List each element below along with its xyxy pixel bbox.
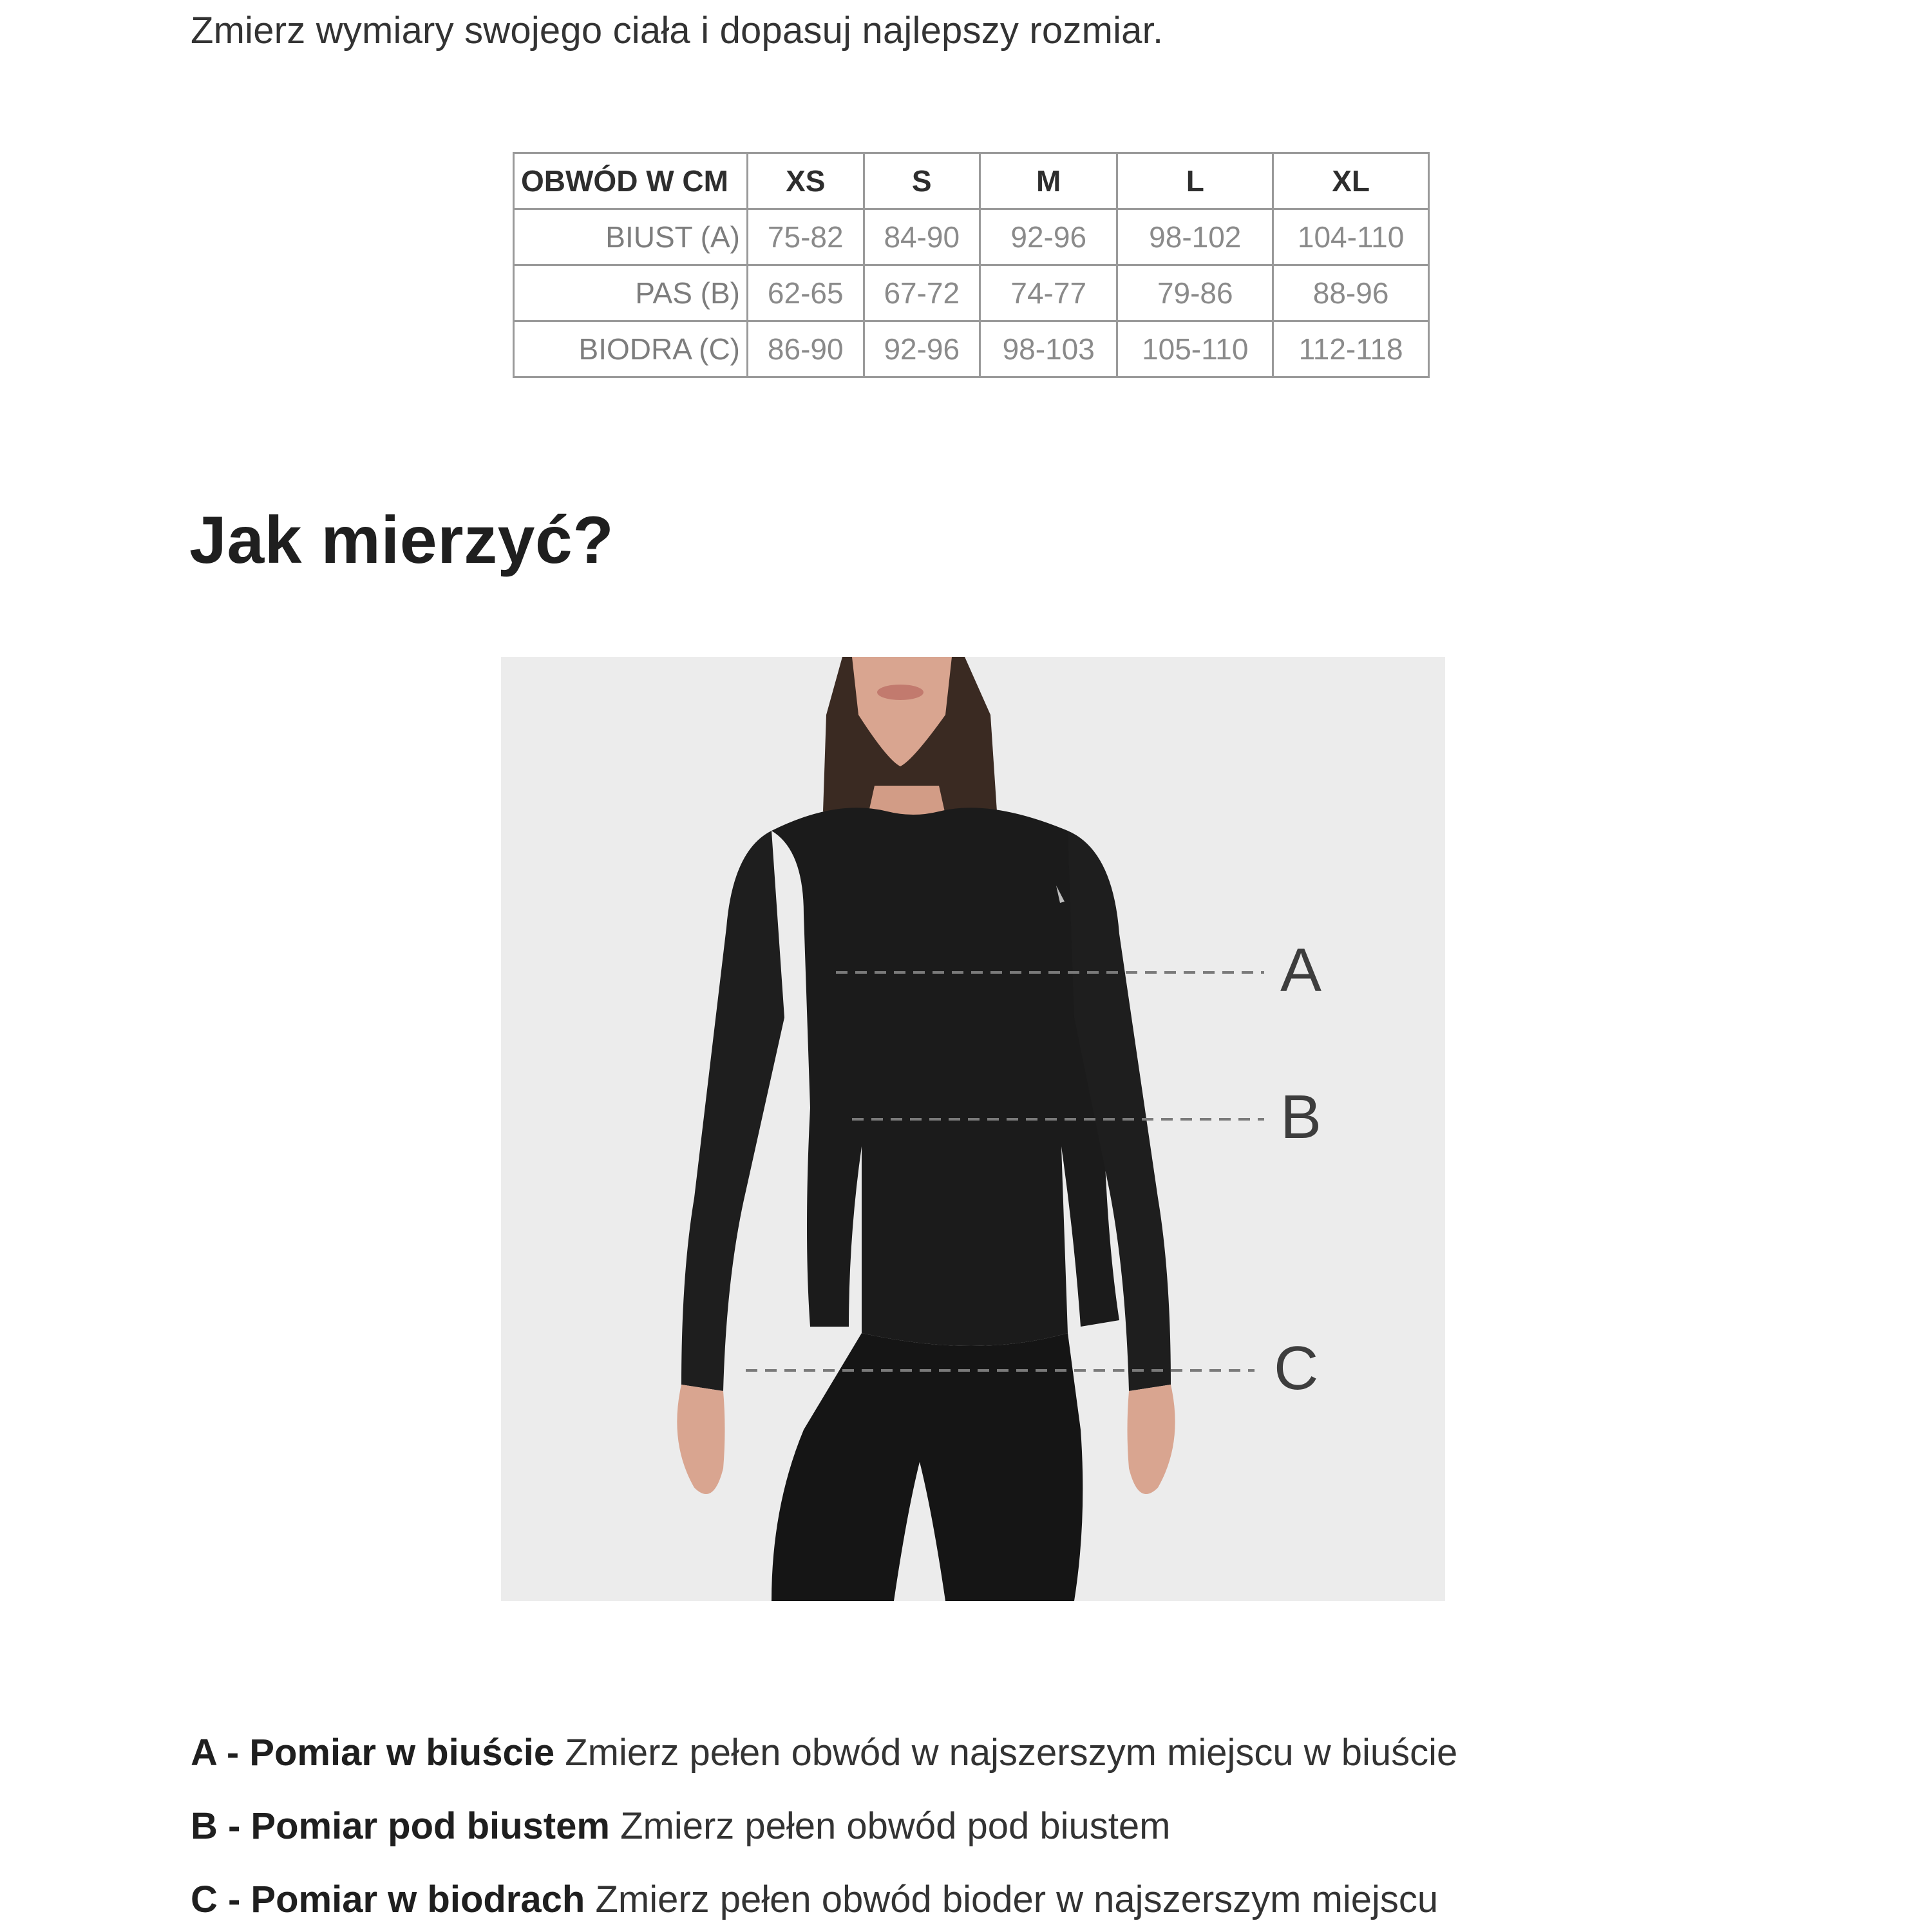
size-table bbox=[513, 152, 1430, 378]
row-label: PAS (B) bbox=[514, 265, 748, 321]
measurement-figure bbox=[501, 657, 1445, 1601]
table-cell: 67-72 bbox=[864, 265, 980, 321]
legend-text: Zmierz pełen obwód pod biustem bbox=[620, 1805, 1171, 1847]
table-cell: 88-96 bbox=[1273, 265, 1429, 321]
table-cell: 98-103 bbox=[980, 321, 1117, 377]
table-cell: 92-96 bbox=[864, 321, 980, 377]
table-cell: 74-77 bbox=[980, 265, 1117, 321]
legend-text: Zmierz pełen obwód w najszerszym miejscu w biuście bbox=[565, 1732, 1458, 1774]
legend-title: A - Pomiar w biuście bbox=[191, 1732, 555, 1774]
table-row bbox=[514, 321, 1429, 377]
table-cell: 79-86 bbox=[1117, 265, 1273, 321]
legend-item-c bbox=[191, 1878, 1438, 1921]
size-header: S bbox=[864, 153, 980, 209]
legend-title: B - Pomiar pod biustem bbox=[191, 1805, 610, 1847]
section-heading: Jak mierzyć? bbox=[189, 503, 614, 578]
legend-item-a bbox=[191, 1731, 1457, 1774]
row-label: BIUST (A) bbox=[514, 209, 748, 265]
intro-text: Zmierz wymiary swojego ciała i dopasuj najlepszy rozmiar. bbox=[191, 10, 1164, 52]
size-header: L bbox=[1117, 153, 1273, 209]
legend-text: Zmierz pełen obwód bioder w najszerszym miejscu bbox=[595, 1879, 1439, 1920]
table-cell: 92-96 bbox=[980, 209, 1117, 265]
size-header: XS bbox=[748, 153, 864, 209]
size-header: XL bbox=[1273, 153, 1429, 209]
table-cell: 62-65 bbox=[748, 265, 864, 321]
table-cell: 112-118 bbox=[1273, 321, 1429, 377]
table-cell: 105-110 bbox=[1117, 321, 1273, 377]
marker-c-label: C bbox=[1274, 1334, 1319, 1403]
table-corner-header: OBWÓD W CM bbox=[514, 153, 748, 209]
legend-title: C - Pomiar w biodrach bbox=[191, 1879, 585, 1920]
table-header-row bbox=[514, 153, 1429, 209]
size-header: M bbox=[980, 153, 1117, 209]
table-cell: 75-82 bbox=[748, 209, 864, 265]
table-row bbox=[514, 265, 1429, 321]
row-label: BIODRA (C) bbox=[514, 321, 748, 377]
table-row bbox=[514, 209, 1429, 265]
marker-b-label: B bbox=[1280, 1083, 1322, 1151]
table-cell: 84-90 bbox=[864, 209, 980, 265]
marker-a-label: A bbox=[1280, 936, 1322, 1005]
legend-item-b bbox=[191, 1804, 1170, 1848]
table-cell: 86-90 bbox=[748, 321, 864, 377]
table-cell: 98-102 bbox=[1117, 209, 1273, 265]
table-cell: 104-110 bbox=[1273, 209, 1429, 265]
